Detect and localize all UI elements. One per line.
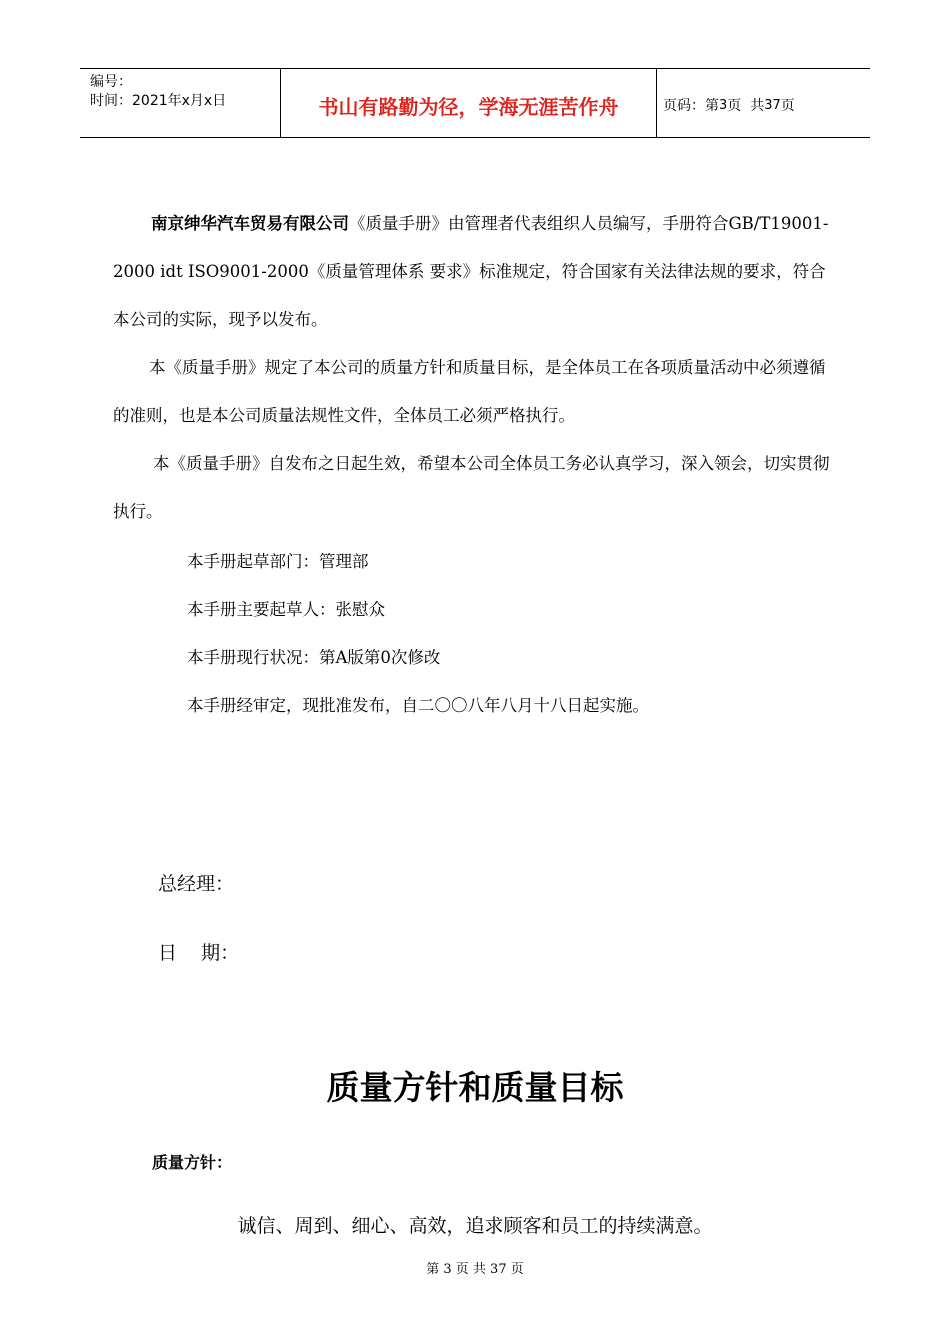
quality-policy-text: 诚信、周到、细心、高效，追求顾客和员工的持续满意。	[237, 1215, 713, 1237]
header-meta	[80, 69, 280, 137]
company-name: 南京绅华汽车贸易有限公司	[151, 214, 349, 233]
header-page-current: 3	[719, 97, 728, 113]
header-motto: 书山有路勤为径，学海无涯苦作舟	[280, 69, 657, 137]
date-label: 日 期：	[158, 942, 240, 964]
paragraph-intro-text: 《质量手册》由管理者代表组织人员编写，手册符合GB/T19001-2000 idt ISO9001-2000《质量管理体系 要求》标准规定，符合国家有关法律法规的要求，符合本公司的实际，现予以发布。	[113, 214, 829, 329]
paragraph-scope: 本《质量手册》规定了本公司的质量方针和质量目标，是全体员工在各项质量活动中必须遵循的准则，也是本公司质量法规性文件，全体员工必须严格执行。	[113, 358, 826, 425]
header-page-suffix: 页	[780, 98, 795, 114]
header-page-prefix: 页码：第	[663, 98, 719, 114]
page-header	[80, 68, 870, 138]
section-title: 质量方针和质量目标	[326, 1068, 624, 1107]
header-page-total: 37	[764, 97, 781, 113]
quality-policy-label: 质量方针：	[152, 1153, 233, 1172]
header-page-mid: 页 共	[727, 98, 765, 114]
approval-statement: 本手册经审定，现批准发布，自二〇〇八年八月十八日起实施。	[187, 696, 649, 715]
paragraph-intro	[113, 200, 838, 344]
general-manager-label: 总经理：	[158, 873, 235, 895]
main-drafter: 本手册主要起草人：张慰众	[187, 600, 385, 619]
current-revision: 本手册现行状况：第A版第0次修改	[187, 648, 441, 667]
header-page-info	[657, 69, 870, 137]
paragraph-effective: 本《质量手册》自发布之日起生效，希望本公司全体员工务必认真学习，深入领会，切实贯彻执行。	[113, 454, 830, 521]
page-footer: 第 3 页 共 37 页	[426, 1262, 524, 1277]
header-time: 时间：2021年x月x日	[90, 93, 227, 109]
header-number: 编号：	[90, 74, 132, 90]
drafting-department: 本手册起草部门：管理部	[187, 552, 369, 571]
